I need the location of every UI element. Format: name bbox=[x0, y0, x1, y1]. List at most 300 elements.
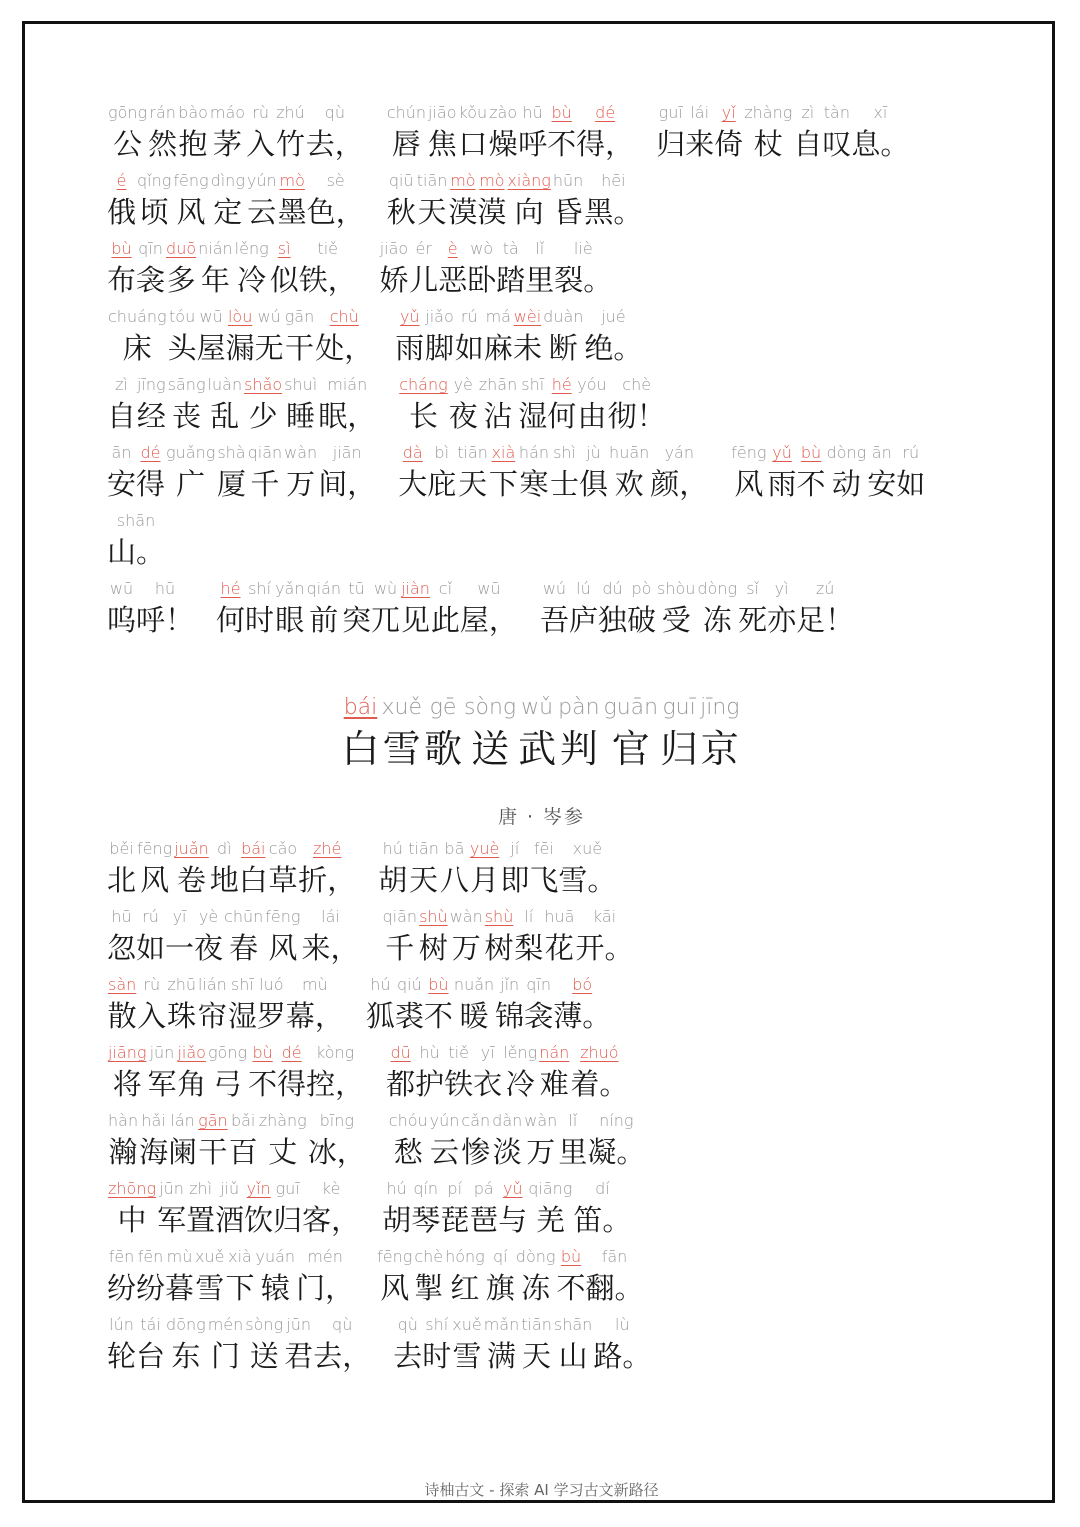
pinyin: zhé bbox=[313, 839, 342, 858]
pinyin: bó bbox=[572, 975, 593, 994]
pinyin: rán bbox=[149, 103, 176, 122]
pinyin: fēng bbox=[265, 907, 301, 926]
pinyin: tiě bbox=[317, 239, 338, 258]
hanzi: 凝。 bbox=[587, 1135, 646, 1169]
pinyin: yóu bbox=[577, 375, 607, 394]
pinyin: dòng bbox=[697, 579, 738, 598]
pinyin: bù bbox=[252, 1043, 273, 1062]
pinyin: qián bbox=[306, 579, 342, 598]
poem-line bbox=[107, 1110, 1007, 1172]
char-cell bbox=[382, 906, 419, 968]
pinyin: chè bbox=[622, 375, 652, 394]
poem-line bbox=[107, 238, 1007, 300]
pinyin: sòng bbox=[245, 1315, 284, 1334]
hanzi: 中 bbox=[117, 1203, 147, 1237]
char-cell bbox=[168, 306, 197, 368]
hanzi: 笛。 bbox=[573, 1203, 632, 1237]
pinyin: qiān bbox=[247, 443, 283, 462]
hanzi: 淡 bbox=[492, 1135, 522, 1169]
hanzi: 万 bbox=[451, 931, 481, 965]
hanzi: 受 bbox=[661, 603, 691, 637]
hanzi: 独 bbox=[597, 603, 627, 637]
pinyin: gōng bbox=[207, 1043, 248, 1062]
char-cell bbox=[650, 442, 708, 504]
pinyin: bù bbox=[560, 1247, 582, 1266]
pinyin: jiǎo bbox=[425, 307, 454, 326]
hanzi: 酒 bbox=[215, 1203, 245, 1237]
hanzi: 风 bbox=[734, 467, 764, 501]
poem-line bbox=[107, 974, 1007, 1036]
pinyin: yè bbox=[198, 907, 219, 926]
pinyin: hú bbox=[386, 1179, 407, 1198]
pinyin: wàn bbox=[524, 1111, 558, 1130]
hanzi: 动 bbox=[831, 467, 861, 501]
char-cell bbox=[495, 974, 524, 1036]
hanzi: 燥 bbox=[488, 127, 518, 161]
char-cell bbox=[228, 974, 257, 1036]
char-cell bbox=[186, 1178, 215, 1240]
pinyin: guān bbox=[603, 695, 659, 720]
char-cell bbox=[226, 306, 255, 368]
char-cell bbox=[307, 170, 365, 232]
char-cell bbox=[449, 374, 478, 436]
pinyin: hù bbox=[419, 1043, 440, 1062]
pinyin: sì bbox=[277, 239, 291, 258]
pinyin: lǐ bbox=[535, 239, 545, 258]
char-cell bbox=[255, 306, 284, 368]
hanzi: 长 bbox=[408, 399, 438, 433]
hanzi: 下 bbox=[225, 1271, 255, 1305]
hanzi: 色， bbox=[306, 195, 365, 229]
hanzi: 八 bbox=[439, 863, 469, 897]
char-cell bbox=[458, 102, 489, 164]
hanzi: 时 bbox=[422, 1339, 452, 1373]
poem-line bbox=[107, 306, 1007, 368]
char-cell bbox=[478, 374, 518, 436]
pinyin: pò bbox=[631, 579, 652, 598]
char-cell bbox=[136, 442, 165, 504]
hanzi: 然 bbox=[148, 127, 178, 161]
pinyin: rú bbox=[142, 907, 159, 926]
hanzi: 雨 bbox=[767, 467, 797, 501]
pinyin: bù bbox=[111, 239, 132, 258]
hanzi: 冷 bbox=[505, 1067, 535, 1101]
char-cell bbox=[107, 838, 136, 900]
hanzi: 散 bbox=[107, 999, 137, 1033]
pinyin: lái bbox=[321, 907, 340, 926]
hanzi: 年 bbox=[200, 263, 230, 297]
char-cell bbox=[139, 1110, 168, 1172]
pinyin: rú bbox=[902, 443, 920, 462]
hanzi: 头 bbox=[167, 331, 197, 365]
poem2-body bbox=[107, 838, 1007, 1382]
hanzi: 翻。 bbox=[585, 1271, 644, 1305]
hanzi: 似 bbox=[269, 263, 299, 297]
char-cell bbox=[215, 1178, 244, 1240]
char-cell bbox=[696, 578, 738, 640]
hanzi: 卧 bbox=[467, 263, 497, 297]
pinyin: tái bbox=[140, 1315, 161, 1334]
pinyin: fēn bbox=[137, 1247, 164, 1266]
hanzi: 雪 bbox=[382, 727, 421, 771]
hanzi: 树 bbox=[484, 931, 514, 965]
pinyin: bǎi bbox=[230, 1111, 256, 1130]
hanzi: 护 bbox=[415, 1067, 445, 1101]
hanzi: 呼 bbox=[518, 127, 548, 161]
hanzi: 墨 bbox=[277, 195, 307, 229]
pinyin: jiàn bbox=[401, 579, 430, 598]
hanzi: 床 bbox=[122, 331, 152, 365]
char-cell bbox=[738, 578, 767, 640]
char-cell bbox=[136, 838, 173, 900]
hanzi: 亦 bbox=[767, 603, 797, 637]
char-cell bbox=[407, 838, 440, 900]
pinyin: tóu bbox=[169, 307, 196, 326]
char-cell bbox=[244, 1178, 273, 1240]
hanzi: 呼！ bbox=[136, 603, 195, 637]
hanzi: 胡 bbox=[378, 863, 408, 897]
hanzi: 湿 bbox=[227, 999, 257, 1033]
hanzi: 漠 bbox=[477, 195, 507, 229]
pinyin: bā bbox=[444, 839, 465, 858]
pinyin: rù bbox=[143, 975, 161, 994]
pinyin: lú bbox=[576, 579, 591, 598]
hanzi: 薄。 bbox=[553, 999, 612, 1033]
pinyin: shì bbox=[553, 443, 576, 462]
char-cell bbox=[416, 170, 449, 232]
pinyin: tū bbox=[348, 579, 365, 598]
pinyin: dà bbox=[402, 443, 423, 462]
hanzi: 踏 bbox=[496, 263, 526, 297]
hanzi: 向 bbox=[514, 195, 544, 229]
pinyin: kǒu bbox=[458, 103, 488, 122]
char-cell bbox=[477, 170, 506, 232]
hanzi: 沾 bbox=[483, 399, 513, 433]
hanzi: 京 bbox=[700, 727, 739, 771]
pinyin: zì bbox=[801, 103, 815, 122]
char-cell bbox=[449, 906, 484, 968]
pinyin: kè bbox=[321, 1179, 341, 1198]
pinyin: chūn bbox=[224, 907, 264, 926]
pinyin: zhū bbox=[167, 975, 196, 994]
char-cell bbox=[584, 306, 642, 368]
char-cell bbox=[489, 442, 518, 504]
char-cell bbox=[491, 1110, 523, 1172]
pinyin: xuě bbox=[452, 1315, 482, 1334]
hanzi: 君 bbox=[284, 1339, 314, 1373]
hanzi: 叹 bbox=[822, 127, 852, 161]
pinyin: fēng bbox=[137, 839, 173, 858]
hanzi: 得 bbox=[277, 1067, 307, 1101]
hanzi: 此 bbox=[430, 603, 460, 637]
char-cell bbox=[165, 238, 197, 300]
pinyin: bīng bbox=[319, 1111, 354, 1130]
pinyin: sè bbox=[326, 171, 345, 190]
char-cell bbox=[598, 578, 627, 640]
hanzi: 不 bbox=[248, 1067, 278, 1101]
pinyin: mò bbox=[479, 171, 505, 190]
char-cell bbox=[488, 102, 518, 164]
pinyin: zhān bbox=[478, 375, 518, 394]
pinyin: bì bbox=[434, 443, 450, 462]
pinyin: qīn bbox=[138, 239, 163, 258]
char-cell bbox=[608, 374, 666, 436]
pinyin: yī bbox=[172, 907, 187, 926]
hanzi: 死 bbox=[738, 603, 768, 637]
char-cell bbox=[379, 238, 409, 300]
hanzi: 一 bbox=[165, 931, 195, 965]
hanzi: 海 bbox=[139, 1135, 169, 1169]
char-cell bbox=[415, 1042, 444, 1104]
pinyin: fēn bbox=[108, 1247, 135, 1266]
pinyin: zú bbox=[815, 579, 835, 598]
char-cell bbox=[244, 1314, 284, 1376]
hanzi: 口 bbox=[458, 127, 488, 161]
char-cell bbox=[305, 578, 342, 640]
pinyin: chún bbox=[386, 103, 427, 122]
char-cell bbox=[460, 1110, 491, 1172]
char-cell bbox=[714, 102, 743, 164]
pinyin: tiān bbox=[416, 171, 448, 190]
pinyin: sàn bbox=[108, 975, 137, 994]
hanzi: 自 bbox=[793, 127, 823, 161]
hanzi: 不 bbox=[796, 467, 826, 501]
pinyin: yì bbox=[774, 579, 789, 598]
char-cell bbox=[826, 442, 868, 504]
char-cell bbox=[172, 170, 209, 232]
char-cell bbox=[550, 442, 579, 504]
pinyin: shí bbox=[248, 579, 272, 598]
hanzi: 北 bbox=[107, 863, 137, 897]
hanzi: 花 bbox=[544, 931, 574, 965]
pinyin: gān bbox=[284, 307, 315, 326]
poem-line bbox=[107, 442, 1007, 504]
hanzi: 白 bbox=[341, 727, 380, 771]
pinyin: gōng bbox=[108, 103, 148, 122]
char-cell bbox=[500, 838, 529, 900]
hanzi: 间， bbox=[318, 467, 377, 501]
pinyin: jù bbox=[586, 443, 601, 462]
hanzi: 幕， bbox=[285, 999, 344, 1033]
pinyin: jiǎo bbox=[177, 1043, 206, 1062]
char-cell bbox=[518, 694, 556, 776]
hanzi: 颜， bbox=[650, 467, 709, 501]
char-cell bbox=[518, 102, 547, 164]
char-cell bbox=[685, 102, 714, 164]
hanzi: 屋， bbox=[459, 603, 518, 637]
hanzi: 裂。 bbox=[554, 263, 613, 297]
hanzi: 冰， bbox=[307, 1135, 366, 1169]
char-cell bbox=[514, 906, 543, 968]
pinyin: ān bbox=[871, 443, 892, 462]
pinyin: běi bbox=[109, 839, 134, 858]
char-cell bbox=[506, 170, 551, 232]
char-cell bbox=[313, 1314, 371, 1376]
hanzi: 麻 bbox=[483, 331, 513, 365]
char-cell bbox=[656, 578, 696, 640]
hanzi: 置 bbox=[186, 1203, 216, 1237]
char-cell bbox=[366, 974, 395, 1036]
pinyin: hēi bbox=[601, 171, 626, 190]
char-cell bbox=[793, 102, 822, 164]
char-cell bbox=[424, 974, 453, 1036]
char-cell bbox=[483, 1314, 521, 1376]
hanzi: 客， bbox=[302, 1203, 361, 1237]
pinyin: hū bbox=[522, 103, 543, 122]
pinyin: rù bbox=[252, 103, 269, 122]
pinyin: shān bbox=[116, 511, 156, 530]
char-cell bbox=[398, 442, 427, 504]
pinyin: qí bbox=[492, 1247, 508, 1266]
hanzi: 湿 bbox=[518, 399, 548, 433]
char-cell bbox=[388, 1110, 429, 1172]
hanzi: 台 bbox=[136, 1339, 166, 1373]
hanzi: 天 bbox=[409, 863, 439, 897]
pinyin: jīng bbox=[700, 695, 740, 720]
poem-line bbox=[107, 838, 1007, 900]
char-cell bbox=[210, 170, 246, 232]
char-cell bbox=[308, 1110, 366, 1172]
char-cell bbox=[246, 170, 278, 232]
char-cell bbox=[173, 838, 210, 900]
pinyin: pàn bbox=[558, 695, 600, 720]
char-cell bbox=[422, 1314, 451, 1376]
char-cell bbox=[469, 838, 500, 900]
pinyin: chù bbox=[329, 307, 359, 326]
char-cell bbox=[386, 102, 427, 164]
hanzi: 风 bbox=[268, 931, 298, 965]
pinyin: yè bbox=[453, 375, 473, 394]
pinyin: mù bbox=[302, 975, 328, 994]
hanzi: 漠 bbox=[448, 195, 478, 229]
pinyin: zhuó bbox=[580, 1043, 619, 1062]
char-cell bbox=[216, 442, 246, 504]
char-cell bbox=[484, 306, 513, 368]
pinyin: jiāng bbox=[108, 1043, 147, 1062]
char-cell bbox=[656, 102, 685, 164]
pinyin: rú bbox=[460, 307, 478, 326]
hanzi: 将 bbox=[112, 1067, 142, 1101]
pinyin: shǎo bbox=[244, 375, 283, 394]
hanzi: 广 bbox=[176, 467, 206, 501]
char-cell bbox=[608, 442, 650, 504]
pinyin: xuě bbox=[572, 839, 603, 858]
pinyin: mò bbox=[279, 171, 305, 190]
hanzi: 丧 bbox=[172, 399, 202, 433]
pinyin: pí bbox=[447, 1179, 463, 1198]
pinyin: tà bbox=[502, 239, 519, 258]
pinyin: dòng bbox=[826, 443, 867, 462]
poem-line bbox=[107, 510, 1007, 572]
pinyin: yǔ bbox=[772, 443, 792, 462]
pinyin: mù bbox=[166, 1247, 193, 1266]
pinyin: dìng bbox=[210, 171, 245, 190]
pinyin: tiān bbox=[408, 839, 439, 858]
hanzi: 衣 bbox=[473, 1067, 503, 1101]
pinyin: nuǎn bbox=[453, 975, 495, 994]
pinyin: yǐ bbox=[721, 103, 736, 122]
pinyin: dí bbox=[595, 1179, 610, 1198]
char-cell bbox=[552, 170, 584, 232]
char-cell bbox=[157, 1178, 186, 1240]
pinyin: dé bbox=[140, 443, 161, 462]
char-cell bbox=[194, 1246, 225, 1308]
char-cell bbox=[395, 974, 424, 1036]
pinyin: wù bbox=[373, 579, 398, 598]
pinyin: bái bbox=[241, 839, 266, 858]
hanzi: 千 bbox=[385, 931, 415, 965]
poem-line bbox=[107, 170, 1007, 232]
char-cell bbox=[502, 1042, 538, 1104]
poem-line bbox=[107, 102, 1007, 164]
char-cell bbox=[543, 906, 575, 968]
pinyin: chè bbox=[414, 1247, 444, 1266]
hanzi: 卷 bbox=[176, 863, 206, 897]
hanzi: 门， bbox=[296, 1271, 355, 1305]
char-cell bbox=[558, 1110, 587, 1172]
char-cell bbox=[455, 306, 484, 368]
hanzi: 顷 bbox=[139, 195, 169, 229]
pinyin: dé bbox=[281, 1043, 302, 1062]
pinyin: shān bbox=[553, 1315, 593, 1334]
hanzi: 雪 bbox=[452, 1339, 482, 1373]
hanzi: 军 bbox=[157, 1203, 187, 1237]
pinyin: mǎn bbox=[483, 1315, 520, 1334]
pinyin: lù bbox=[615, 1315, 630, 1334]
char-cell bbox=[264, 906, 301, 968]
char-cell bbox=[411, 1178, 440, 1240]
hanzi: 不 bbox=[423, 999, 453, 1033]
char-cell bbox=[278, 170, 307, 232]
char-cell bbox=[553, 974, 611, 1036]
pinyin: dé bbox=[595, 103, 616, 122]
pinyin: shù bbox=[484, 907, 514, 926]
pinyin: zì bbox=[115, 375, 128, 394]
pinyin: yuè bbox=[469, 839, 500, 858]
char-cell bbox=[593, 1314, 651, 1376]
hanzi: 去， bbox=[313, 1339, 372, 1373]
hanzi: 夜 bbox=[448, 399, 478, 433]
pinyin: zhàng bbox=[744, 103, 793, 122]
hanzi: 风 bbox=[380, 1271, 410, 1305]
pinyin: qiāng bbox=[528, 1179, 573, 1198]
pinyin: wò bbox=[470, 239, 494, 258]
hanzi: 满 bbox=[486, 1339, 516, 1373]
pinyin: é bbox=[116, 171, 127, 190]
hanzi: 即 bbox=[500, 863, 530, 897]
char-cell bbox=[524, 974, 553, 1036]
hanzi: 铁， bbox=[298, 263, 357, 297]
char-cell bbox=[167, 374, 207, 436]
char-cell bbox=[540, 578, 569, 640]
hanzi: 不 bbox=[556, 1271, 586, 1305]
pinyin: hú bbox=[370, 975, 391, 994]
hanzi: 抱 bbox=[178, 127, 208, 161]
pinyin: shòu bbox=[657, 579, 696, 598]
pinyin: duō bbox=[166, 239, 197, 258]
char-cell bbox=[767, 578, 796, 640]
hanzi: 经 bbox=[136, 399, 166, 433]
hanzi: 黑。 bbox=[584, 195, 643, 229]
char-cell bbox=[376, 1246, 413, 1308]
hanzi: 安 bbox=[107, 467, 137, 501]
hanzi: 珠 bbox=[167, 999, 197, 1033]
pinyin: xiàng bbox=[507, 171, 551, 190]
char-cell bbox=[246, 102, 275, 164]
char-cell bbox=[398, 374, 448, 436]
hanzi: 暖 bbox=[459, 999, 489, 1033]
hanzi: 入 bbox=[246, 127, 276, 161]
